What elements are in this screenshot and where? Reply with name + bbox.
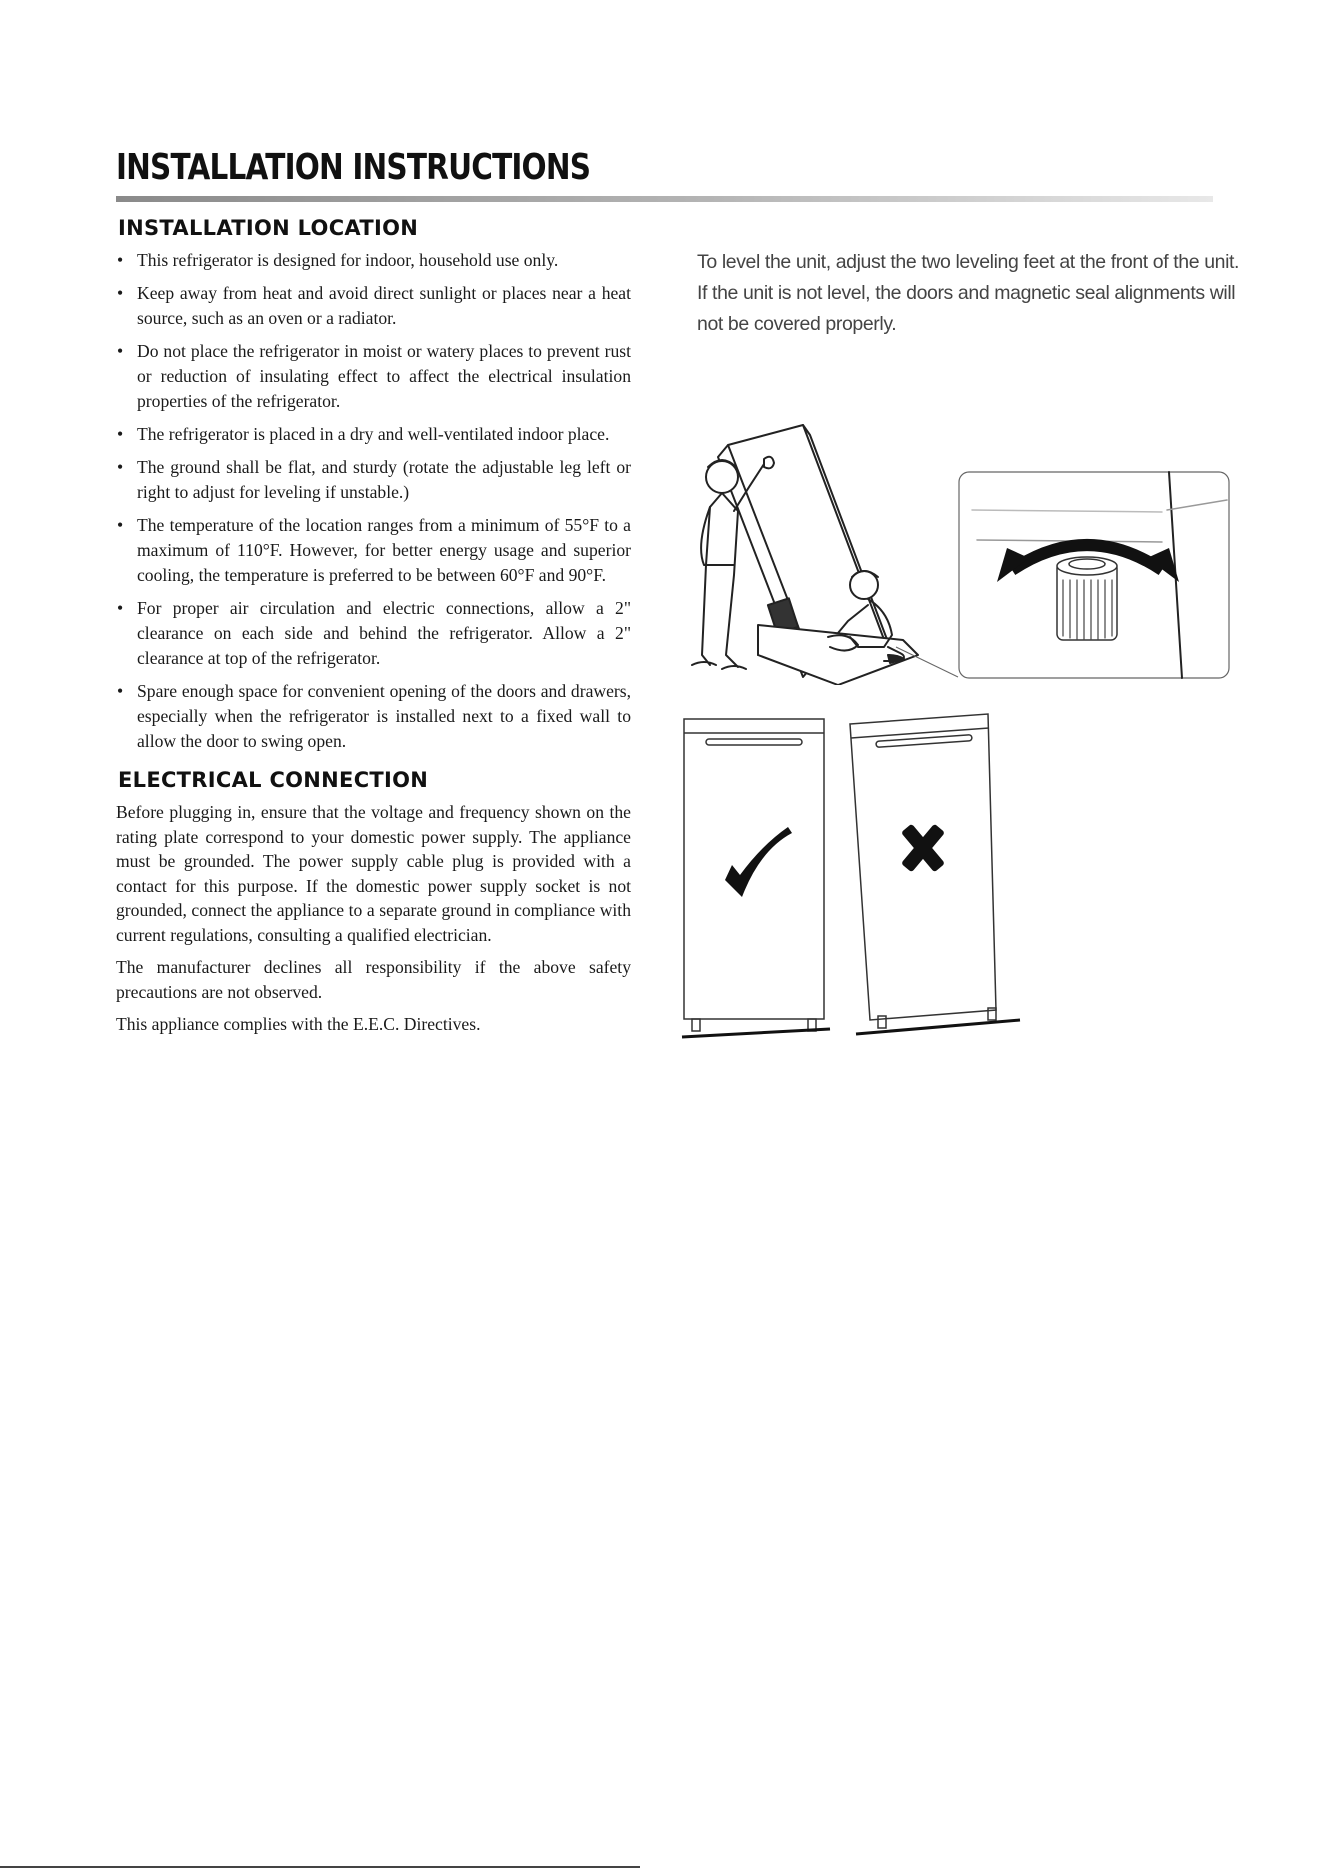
list-item: • Keep away from heat and avoid direct sunlight or places near a heat source, such as an oven or a radiator.: [117, 283, 631, 328]
list-item: • This refrigerator is designed for indoor, household use only.: [116, 248, 631, 273]
list-item: • For proper air circulation and electric connections, allow a 2" clearance on each side and behind the refrigerator. Allow a 2" clearance at top of the refrigerator.: [117, 598, 631, 668]
electrical-paragraph: The manufacturer declines all responsibility if the above safety precautions are not observed.: [116, 957, 631, 1002]
bullet: •: [117, 341, 124, 361]
list-item: • The ground shall be flat, and sturdy (rotate the adjustable leg left or right to adjust for leveling if unstable.): [117, 457, 631, 502]
list-item: • Do not place the refrigerator in moist or watery places to prevent rust or reduction of insulating effect to affect the electrical insulation properties of the refrigerator.: [117, 341, 631, 411]
electrical-connection-heading: ELECTRICAL CONNECTION: [118, 768, 429, 792]
leveling-instructions: To level the unit, adjust the two leveling feet at the front of the unit. If the unit is not level, the doors and magnetic seal alignments will not be covered properly.: [697, 251, 1240, 335]
bullet: •: [117, 424, 124, 444]
bullet: •: [117, 283, 124, 303]
electrical-paragraph: Before plugging in, ensure that the voltage and frequency shown on the rating plate correspond to your domestic power supply. The appliance must be grounded. The power supply cable plug is provided with a contact for this purpose. If the domestic power supply socket is not grounded, connect the appliance to a separate ground in compliance with current regulations, consulting a qualified electrician.: [116, 802, 631, 945]
left-column: [116, 216, 631, 1045]
bullet: •: [117, 457, 124, 477]
page-title: INSTALLATION INSTRUCTIONS: [116, 147, 591, 188]
installation-location-list: [116, 248, 631, 754]
installation-location-heading: INSTALLATION LOCATION: [118, 216, 419, 240]
footer-rule: [0, 1866, 640, 1868]
level-refrigerator-illustration: [680, 715, 845, 1045]
bullet: •: [117, 598, 124, 618]
list-item: • The refrigerator is placed in a dry and well-ventilated indoor place.: [116, 422, 631, 447]
tilting-refrigerator-illustration: [688, 415, 968, 685]
list-item: • The temperature of the location ranges from a minimum of 55°F to a maximum of 110°F. However, for better energy usage and superior cooling, the temperature is preferred to be between 60°F and 90°F.: [117, 515, 631, 585]
list-item: • Spare enough space for convenient opening of the doors and drawers, especially when the refrigerator is installed next to a fixed wall to allow the door to swing open.: [117, 681, 631, 751]
electrical-paragraph: This appliance complies with the E.E.C. Directives.: [116, 1014, 481, 1034]
tilted-refrigerator-illustration: [848, 710, 1028, 1040]
bullet: •: [117, 250, 124, 270]
leveling-foot-closeup: [957, 470, 1232, 680]
bullet: •: [117, 681, 124, 701]
title-rule: [116, 196, 1213, 202]
bullet: •: [117, 515, 124, 535]
